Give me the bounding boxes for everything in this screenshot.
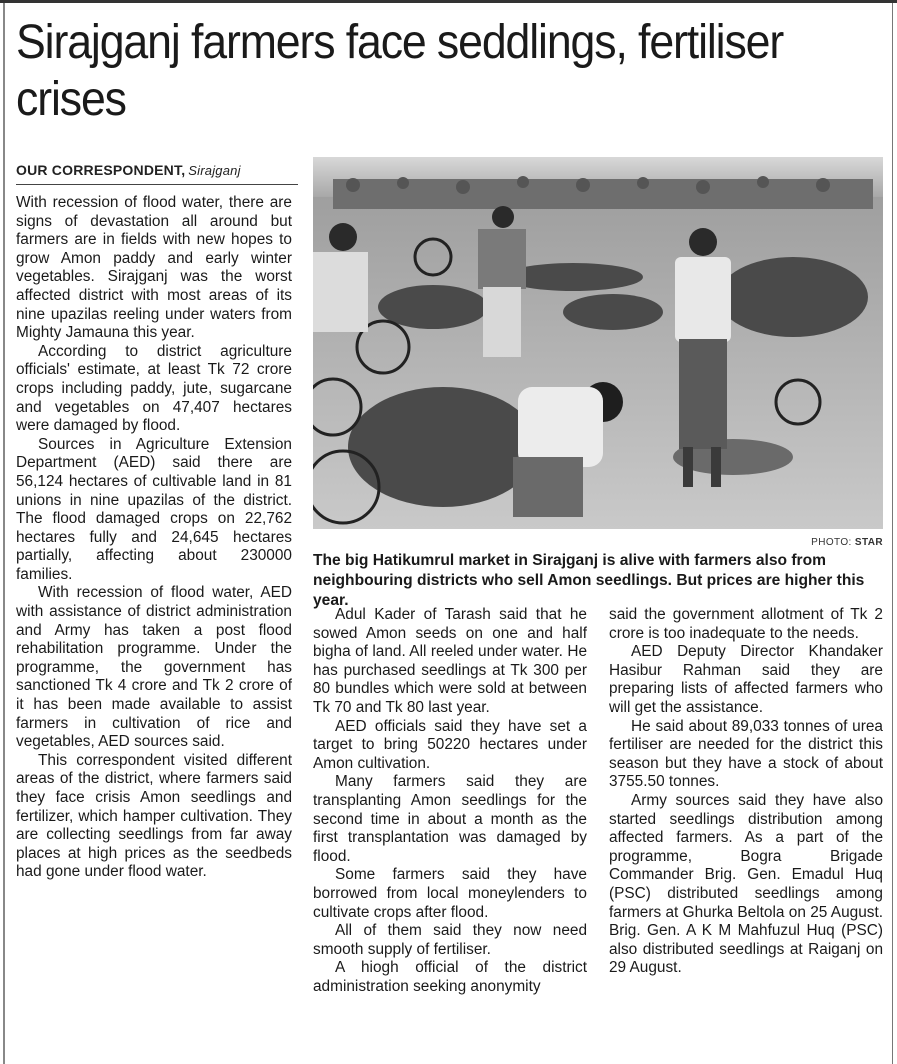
paragraph: All of them said they now need smooth supply of fertiliser. — [313, 922, 587, 958]
right-border-rule — [892, 3, 893, 1064]
left-border-rule — [3, 3, 5, 1064]
top-border-rule — [0, 0, 897, 3]
news-photo — [313, 157, 883, 529]
byline-dateline: Sirajganj — [188, 163, 241, 178]
byline — [16, 162, 308, 178]
paragraph: AED Deputy Director Khandaker Hasibur Rahman said they are preparing lists of affected farmers who will get the assistance. — [609, 643, 883, 716]
paragraph: AED officials said they have set a target to bring 50220 hectares under Amon cultivation. — [313, 717, 587, 772]
paragraph: He said about 89,033 tonnes of urea fertiliser are needed for the district this season but they have a stock of about 3755.50 tonnes. — [609, 717, 883, 791]
paragraph: With recession of flood water, AED with assistance of district administration and Army has taken a post flood rehabilitation programme. Under the programme, the government has sanctioned Tk 4 crore and Tk 2 crore of it has been made available to assist farmers in cultivation of rice and vegetables, AED sources said. — [16, 584, 292, 751]
market-photo-illustration — [313, 157, 883, 529]
article-column-1 — [16, 194, 292, 1064]
paragraph: According to district agriculture officials' estimate, at least Tk 72 crore crops including paddy, jute, sugarcane and vegetables on 47,407 hectares were damaged by flood. — [16, 342, 292, 435]
paragraph: A hiogh official of the district administration seeking anonymity — [313, 959, 587, 995]
article-column-2 — [313, 606, 587, 1064]
paragraph: Some farmers said they have borrowed from local moneylenders to cultivate crops after flood. — [313, 866, 587, 921]
photo-credit — [313, 537, 883, 548]
headline: Sirajganj farmers face seddlings, fertiliser crises — [16, 16, 784, 126]
paragraph: Sources in Agriculture Extension Department (AED) said there are 56,124 hectares of cultivable land in 81 unions in nine upazilas of the district. The flood damaged crops on 22,762 hectares fully and 24,645 hectares partially, affecting about 230000 families. — [16, 435, 292, 583]
paragraph: With recession of flood water, there are signs of devastation all around but farmers are in fields with new hopes to grow Amon paddy and early winter vegetables. Sirajganj was the worst affected district with most areas of its nine upazilas reeling under waters from Mighty Jamauna this year. — [16, 194, 292, 342]
paragraph: Army sources said they have also started seedlings distribution among affected farmers. As a part of the programme, Bogra Brigade Commander Brig. Gen. Emadul Huq (PSC) distributed seedlings among farmers at Ghurka Beltola on 25 August. Brig. Gen. A K M Mahfuzul Huq (PSC) also distributed seedlings at Raiganj on 29 August. — [609, 791, 883, 977]
byline-divider — [16, 184, 298, 185]
photo-credit-label: PHOTO: — [811, 537, 852, 548]
photo-caption: The big Hatikumrul market in Sirajganj is alive with farmers also from neighbouring districts who sell Amon seedlings. But prices are higher this year. — [313, 552, 865, 609]
paragraph: Many farmers said they are transplanting Amon seedlings for the second time in about a month as the first transplantation was damaged by flood. — [313, 773, 587, 865]
paragraph: said the government allotment of Tk 2 crore is too inadequate to the needs. — [609, 606, 883, 642]
byline-author: OUR CORRESPONDENT, — [16, 162, 186, 178]
article-column-3 — [609, 606, 883, 1064]
paragraph: Adul Kader of Tarash said that he sowed Amon seeds on one and half bigha of land. All reeled under water. He has purchased seedlings at Tk 300 per 80 bundles which were sold at between Tk 70 and Tk 80 last year. — [313, 606, 587, 716]
paragraph: This correspondent visited different areas of the district, where farmers said they face crisis Amon seedlings and fertilizer, which hamper cultivation. They are collecting seedlings from far away places at high prices as the seedbeds had gone under flood water. — [16, 751, 292, 881]
photo-credit-source: STAR — [854, 537, 883, 548]
